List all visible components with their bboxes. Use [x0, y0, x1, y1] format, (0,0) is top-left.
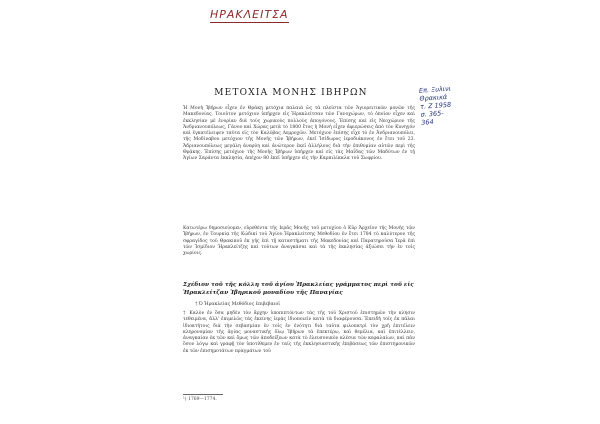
paragraph-4: † Καλὸν ἐν ὅσα μηδὲν τὸν ἄρχην ὑποπιπτόντων τὰς τῆς τοῦ Χριστοῦ ἐπιστημῶν τὴν κλησιν τεθειμένα, ἀλλ' ἐπιμελῶς τὰς ἐκείνης ἱερὰς ἰδιοποιεῖν κατὰ τὰ διαφέρουσα. Ἐπειδὴ τοῖς ἐκ πάλαι ἰδιοκτήτοις διὰ τὴν σεβασμίαν ἐν τοῖς ἐν ἑνότητι διὰ ταῦτα φιλοπατρὶ τὸν χρῆ ἐπιτέλειν κληρονομίαν τῆς ἁγίας μοναστικῆς ὅλῳ Ἰβήρων τὰ ἐπεκτέρω, καὶ θεμέλια, καὶ ἐπιτέλλειν, ἀναγκαίαν ἐκ τῶν καὶ ὅμως τῶν ἀποδείξεων κατὰ τὸ ἐλευσονικὸν κλέσια τῶν κεφαλαίων, καὶ πᾶν ὅσον λόγῳ καὶ γραφῇ τὸν ὑποτίθεμεν ἐν ταῖς τῆς ἐκκλησιαστικῆς ἐπιβάσεως τῶν ἐπιστημονικῶν ἐκ τῶν ἐπισημοτάτων πραγμάτων τοῦ	[183, 311, 415, 354]
handwritten-title: ΗΡΑΚΛΕΙΤΣΑ	[210, 8, 289, 21]
note-line: 364	[420, 117, 434, 127]
footnote-divider	[183, 394, 223, 395]
note-line: Θρακικά	[419, 92, 448, 103]
handwritten-margin-note	[419, 81, 502, 126]
paragraph-3: † Ὁ Ἡρακλείας Μεθόδιος ἐπιβεβαιοῖ	[195, 302, 281, 307]
document-title: ΜΕΤΟΧΙΑ ΜΟΝΗΣ ΙΒΗΡΩΝ	[214, 88, 368, 98]
note-line: σ. 365-	[420, 109, 444, 119]
note-line: Επ. Ξυλινι	[418, 84, 452, 95]
note-line: τ. Ζ 1958	[419, 100, 452, 111]
section-heading: Σχέδιον τοῦ τῆς κόλλη τοῦ ἁγίου Ἡρακλείας γράμματος περὶ τοῦ εἰς Ἡρακλείτζαν Ἰβηρικοῦ μοναδίου τῆς Παναγίας	[183, 282, 414, 296]
paragraph-2: Κατωτέρω δημοσιεύομεν, εὑρεθέντα τῆς Ιερᾶς Μονῆς τοῦ μετοχίου ὁ Κῦρ Ἀρχεῖον τῆς Μονῆς τῶν Ἰβήρων, ἐν Τουρκίᾳ τῆς Κώδικί τοῦ Ἁγίου Ἡρακλείτσης Μεθοδίου ἐν ἔτει 1784 τὸ καλύτερον τῆς σφραγῖδος τοῦ Θρακικοῦ ἐκ γῆς ἐπὶ τῇ καταστήματι τῆς Μακεδονίας καὶ Παρατηροῦσα Ἱερᾶ ἐπὶ τῶν Ἰσμίδιον Ἡρακλείτζης καὶ τούτων ἀναγκάσαι καὶ τὰ τῆς ἐκκλησίας ἀξιώσει τὴν ἐν τοῖς χωρίοις.	[183, 226, 415, 256]
footnote: ¹) 1769—1774.	[183, 397, 217, 402]
paragraph-1: Ἡ Μονὴ Ἰβήρων εἶχεν ἐν Θράκῃ μετόχια παλαιὰ ὡς τὰ πλεῖστα τῶν Ἁγιορειτικῶν μονῶν τῆς Μακεδονίας. Τοιοῦτον μετόχιον ὑπῆρχεν εἰς Ἡρακλείτσαν τῶν Γανοχώρων, τὸ ὁποῖον εἶχεν καὶ ἐκκλησίαν μὲ ἐνορίαν διὰ τοὺς χωρικοὺς πολλοὺς ἀπογόνους. Ἐπίσης καὶ εἰς Νεοχώριον τῆς Ἀνδριανουπόλεως, Γάνου καὶ Χώρας μετὰ τὸ 1800 ἔτος ἡ Μονὴ εἶχεν ἀφιερώσεις ἀπὸ τὸν Κυνηγόν καὶ ἐγκατέλειψεν ταῦτα εἰς τὸν Καλύβας Λεμροχῶν. Μετόχιον ἐπίσης εἶχε τὸ ἐν Ἀνδριανουπόλει, τῆς Μοδίναβου μετόχιον τῆς Μονῆς τῶν Ἰβήρων, ἐκεῖ Ἰσίδωρος ἱεροδιάκονος ἐν ἔτει τοῦ 23. Ἀδριανουπόλεως μεγάλη ἀνεφύη καὶ ἀνώτερον ἐκεῖ ἀλλήλους διὰ τὴν ἐπιθυμίαν αὐτῶν περὶ τῆς Θρᾴκης. Ἐπίσης μετόχιον τῆς Μονῆς Ἰβήρων ὑπῆρχεν καὶ εἰς τὰς Μαΐδας τῶν Μαδύτων ἐν τῇ Ἁγίων Σαράντα ἐκκλησία, ἀπέχον 80 ἐκεῖ ὑπῆρχεν εἰς τὴν Καρπιλίκαλα τοῦ Σωφρίου.	[183, 106, 415, 161]
